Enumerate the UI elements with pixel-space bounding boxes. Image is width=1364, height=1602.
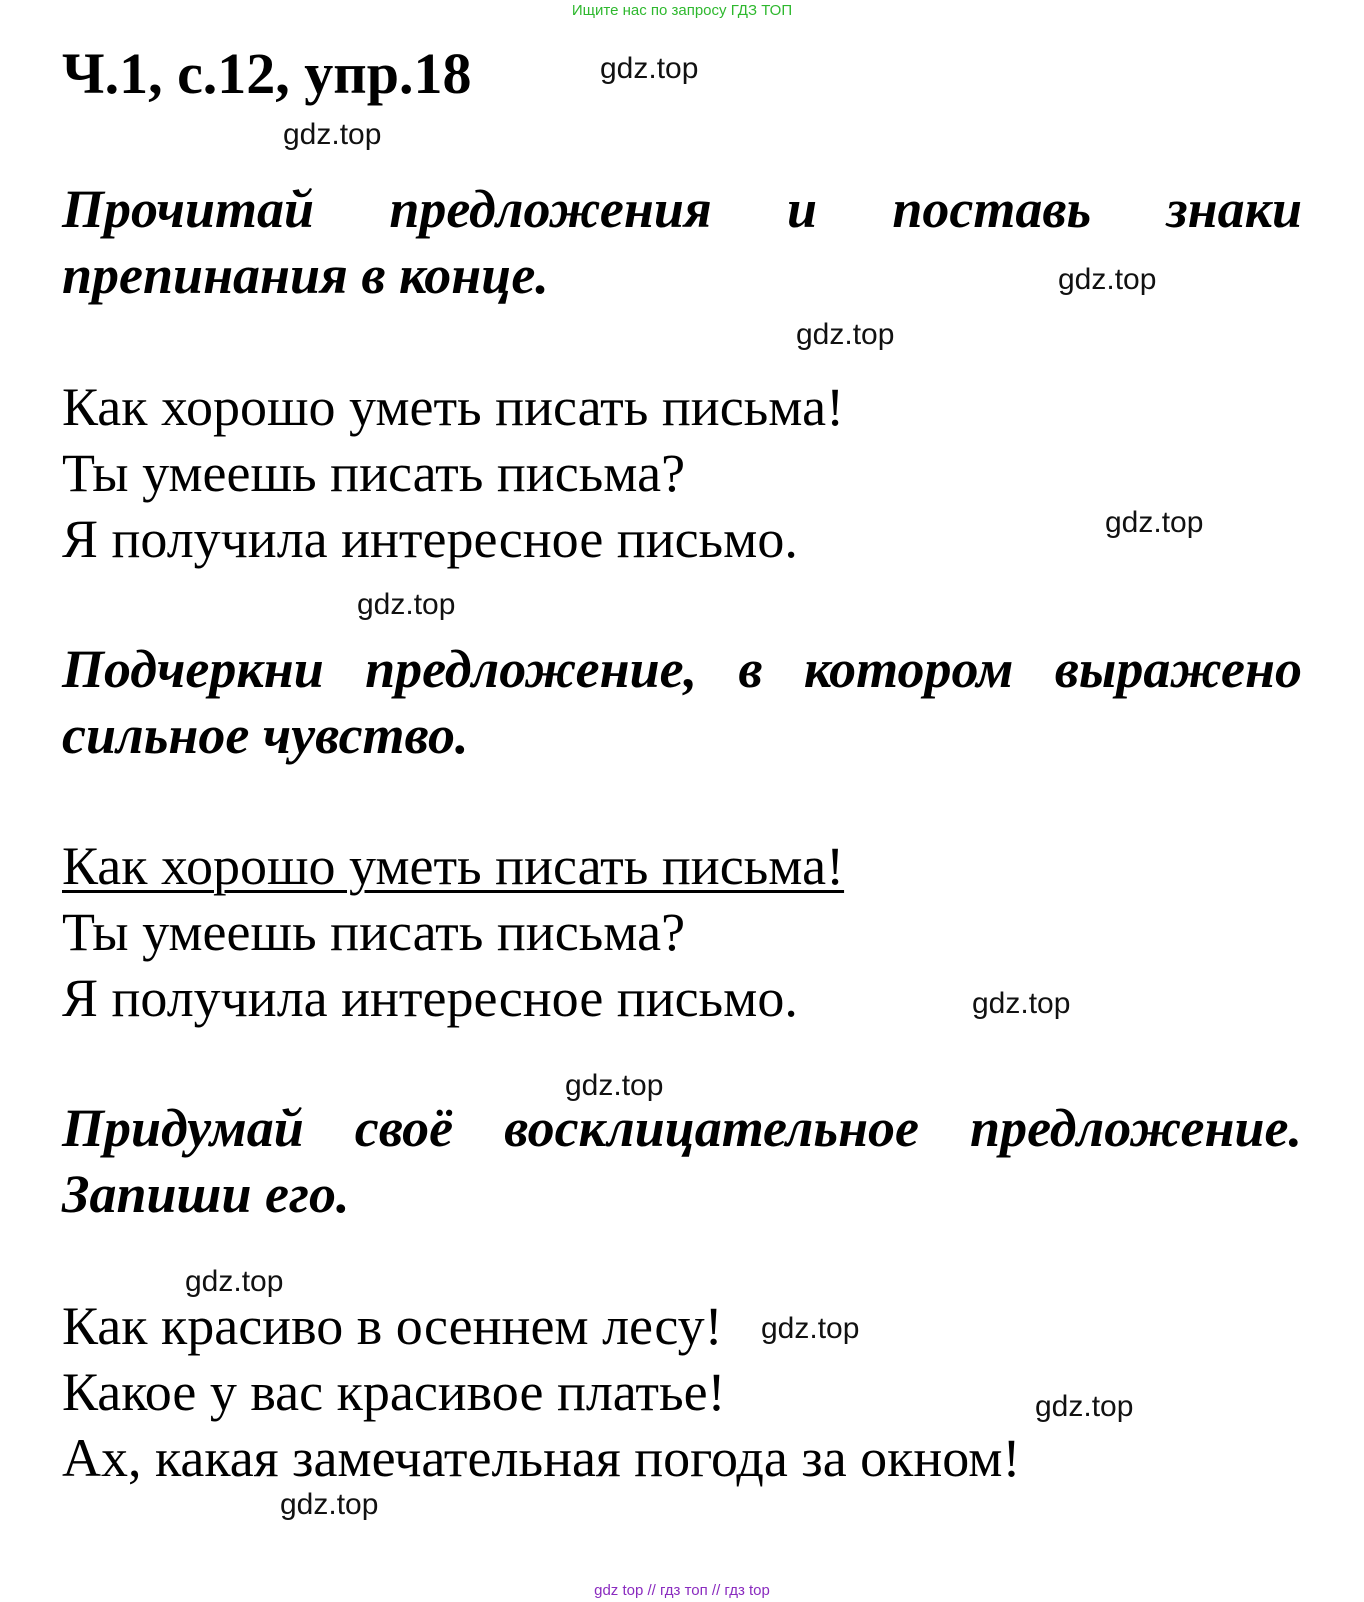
- answer-3-line-1: Как красиво в осеннем лесу!: [62, 1296, 723, 1356]
- watermark: gdz.top: [796, 318, 895, 351]
- answer-3-line-3: Ах, какая замечательная погода за окном!: [62, 1428, 1021, 1488]
- answer-1-line-2: Ты умеешь писать письма?: [62, 443, 686, 503]
- task-1-instruction: Прочитай предложения и поставь знаки препинания в конце.: [62, 179, 1302, 305]
- watermark: gdz.top: [280, 1488, 379, 1521]
- watermark: gdz.top: [565, 1069, 664, 1102]
- watermark: gdz.top: [1105, 506, 1204, 539]
- watermark: gdz.top: [185, 1265, 284, 1298]
- top-banner[interactable]: Ищите нас по запросу ГДЗ ТОП: [571, 2, 793, 19]
- watermark: gdz.top: [357, 588, 456, 621]
- task-2-instruction: Подчеркни предложение, в котором выражено сильное чувство.: [62, 639, 1302, 765]
- answer-1-line-3: Я получила интересное письмо.: [62, 509, 798, 569]
- watermark: gdz.top: [1035, 1390, 1134, 1423]
- answer-2-line-1-underlined: Как хорошо уметь писать письма!: [62, 836, 845, 896]
- task-3-instruction: Придумай своё восклицательное предложение. Запиши его.: [62, 1098, 1302, 1224]
- footer-links[interactable]: gdz top // гдз топ // гдз top: [594, 1582, 770, 1599]
- answer-2-line-2: Ты умеешь писать письма?: [62, 902, 686, 962]
- watermark: gdz.top: [972, 987, 1071, 1020]
- answer-1-line-1: Как хорошо уметь писать письма!: [62, 377, 845, 437]
- watermark: gdz.top: [1058, 263, 1157, 296]
- page-title: Ч.1, с.12, упр.18: [62, 41, 472, 106]
- answer-2-line-3: Я получила интересное письмо.: [62, 968, 798, 1028]
- watermark: gdz.top: [761, 1312, 860, 1345]
- answer-3-line-2: Какое у вас красивое платье!: [62, 1362, 726, 1422]
- watermark: gdz.top: [600, 52, 699, 85]
- watermark: gdz.top: [283, 118, 382, 151]
